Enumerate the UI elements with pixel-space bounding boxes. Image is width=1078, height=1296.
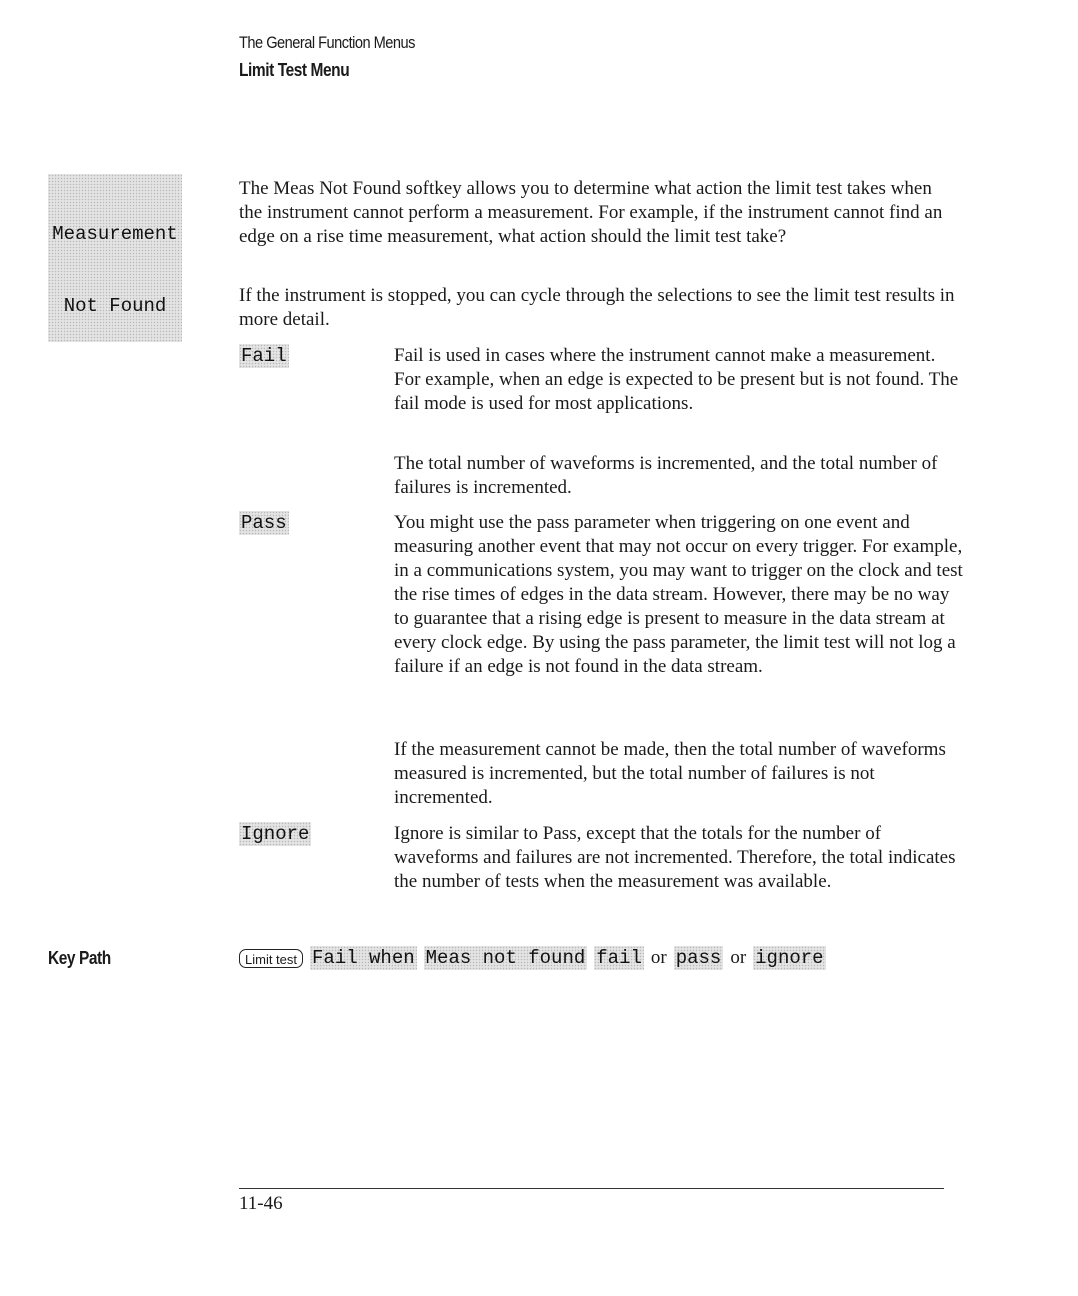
or-conjunction-2: or	[730, 947, 747, 968]
running-header-title: Limit Test Menu	[239, 60, 350, 80]
fail-choice-softkey: fail	[596, 947, 642, 969]
intro-paragraph-2: If the instrument is stopped, you can cycle through the selections to see the limit test results in more detail.	[239, 285, 955, 330]
fail-description-1: Fail is used in cases where the instrument cannot make a measurement. For example, when an edge is expected to be present but is not found. The fail mode is used for most applications.	[394, 345, 959, 414]
page-number: 11-46	[239, 1193, 283, 1214]
limit-test-hardkey: Limit test	[239, 949, 303, 968]
key-path-label: Key Path	[48, 948, 111, 968]
pass-choice-softkey: pass	[675, 947, 722, 969]
fail-softkey: Fail	[241, 345, 287, 367]
pass-description-1: You might use the pass parameter when triggering on one event and measuring another event that may not occur on every trigger. For example, in a communications system, you may want to trigger on the clock and test the rise times of edges in the data stream. However, there may be no way to guarantee that a rising edge is present to measure in the data stream at every clock edge. By using the pass parameter, the limit test will not log a failure if an edge is not found in the data stream.	[394, 512, 963, 677]
key-path-sequence	[239, 946, 826, 970]
running-header-section: The General Function Menus	[239, 33, 415, 52]
pass-description-2: If the measurement cannot be made, then the total number of waveforms measured is incremented, but the total number of failures is not incremented.	[394, 739, 946, 808]
ignore-softkey: Ignore	[241, 823, 310, 845]
footer-rule	[239, 1188, 944, 1189]
ignore-choice-softkey: ignore	[755, 947, 824, 969]
fail-description-2: The total number of waveforms is incremented, and the total number of failures is incremented.	[394, 453, 938, 498]
fail-when-softkey: Fail when	[312, 947, 415, 969]
measurement-not-found-softkey	[48, 174, 182, 342]
intro-paragraph-1: The Meas Not Found softkey allows you to determine what action the limit test takes when the instrument cannot perform a measurement. For example, if the instrument cannot find an edge on a rise time measurement, what action should the limit test take?	[239, 178, 943, 247]
pass-softkey: Pass	[241, 512, 287, 534]
or-conjunction-1: or	[650, 947, 667, 968]
ignore-description: Ignore is similar to Pass, except that the totals for the number of waveforms and failures are not incremented. Therefore, the total indicates the number of tests when the measurement was available.	[394, 823, 956, 892]
softkey-line-1: Measurement	[52, 223, 178, 245]
softkey-line-2: Not Found	[63, 295, 167, 317]
meas-not-found-softkey: Meas not found	[425, 947, 586, 969]
